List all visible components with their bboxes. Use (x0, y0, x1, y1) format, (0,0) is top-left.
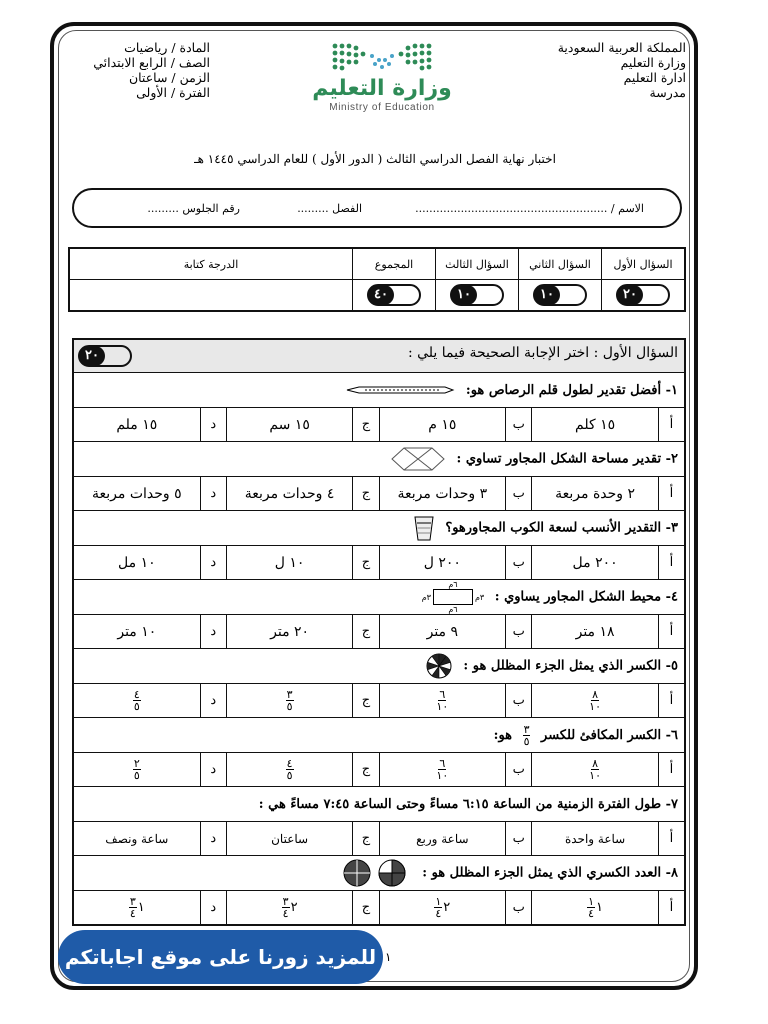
question-stem-text: ١- أفضل تقدير لطول قلم الرصاص هو: (465, 382, 678, 398)
student-info-box (72, 188, 682, 228)
mark-value: ٢٠ (79, 346, 105, 366)
option-letter: ج (353, 753, 379, 787)
header-line: الصف / الرابع الابتدائي (93, 55, 210, 70)
option-letter: ب (506, 615, 532, 649)
score-cell (519, 280, 602, 312)
rectangle-figure (422, 580, 485, 614)
fraction: $\frac{٨}{١٠}$ (589, 757, 601, 782)
pencil-icon (345, 385, 455, 395)
mixed-number: ١ $\frac{١}{٤}$ (588, 895, 604, 920)
header-line: الزمن / ساعتان (128, 70, 210, 85)
option-letter: ج (353, 408, 379, 442)
option[interactable]: ٣ وحدات مربعة (379, 477, 506, 511)
option-letter: د (200, 477, 226, 511)
question-stem-text: ٨- العدد الكسري الذي يمثل الجزء المظلل هو : (422, 865, 678, 881)
question-stem-text: ٢- تقدير مساحة الشكل المجاور تساوي : (456, 451, 678, 467)
option[interactable] (226, 891, 353, 926)
option[interactable]: ١٨ متر (532, 615, 659, 649)
rect-label-left: ٣م (421, 592, 431, 602)
fraction: $\frac{٦}{١٠}$ (436, 688, 449, 713)
logo-dots-icon (327, 40, 437, 74)
option-letter: ب (506, 822, 532, 856)
mark-pill (533, 284, 587, 306)
fraction: $\frac{٣}{٥}$ (286, 688, 293, 713)
score-header: السؤال الثاني (519, 248, 602, 280)
option[interactable]: ساعة وربع (379, 822, 506, 856)
option[interactable]: ساعة واحدة (532, 822, 659, 856)
mixed-number: ٢ $\frac{٣}{٤}$ (282, 895, 298, 920)
option[interactable]: ٢٠٠ ل (379, 546, 506, 580)
score-cell (436, 280, 519, 312)
option-letter: ب (506, 546, 532, 580)
option-letter: ج (353, 822, 379, 856)
question-stem-text: ٧- طول الفترة الزمنية من الساعة ٦:١٥ مساءً وحتى الساعة ٧:٤٥ مساءً هي : (258, 796, 678, 812)
question-1-table (72, 338, 686, 926)
rect-label-bottom: ٦م (448, 605, 458, 614)
mark-pill (78, 345, 132, 367)
option-letter: أ (658, 684, 685, 718)
option-letter: ج (353, 615, 379, 649)
option[interactable] (379, 753, 506, 787)
option-letter: أ (658, 822, 685, 856)
option[interactable] (226, 684, 353, 718)
option[interactable] (73, 684, 200, 718)
question-stem (73, 649, 685, 684)
fraction: $\frac{٦}{١٠}$ (436, 757, 449, 782)
option-letter: أ (658, 408, 685, 442)
option-letter: ج (353, 546, 379, 580)
option-letter: ب (506, 684, 532, 718)
option[interactable]: ٢٠٠ مل (532, 546, 659, 580)
score-header: السؤال الأول (602, 248, 686, 280)
mark-pill (616, 284, 670, 306)
option-letter: ب (506, 477, 532, 511)
shaded-quarter-circles-icon (342, 858, 412, 888)
option-letter: أ (658, 615, 685, 649)
student-seat-field[interactable]: رقم الجلوس ......... (147, 202, 240, 215)
question-stem-text: ٥- الكسر الذي يمثل الجزء المظلل هو : (463, 658, 678, 674)
exam-title: اختبار نهاية الفصل الدراسي الثالث ( الدور الأول ) للعام الدراسي ١٤٤٥ هـ (194, 152, 556, 166)
option[interactable]: ٢٠ متر (226, 615, 353, 649)
option[interactable]: ١٠ مل (73, 546, 200, 580)
option-letter: د (200, 753, 226, 787)
option-letter: د (200, 408, 226, 442)
page-number: ١ (385, 950, 392, 964)
question-stem-text: ٤- محيط الشكل المجاور يساوي : (494, 589, 678, 605)
option-letter: ج (353, 684, 379, 718)
question-stem (73, 787, 685, 822)
option-letter: أ (658, 546, 685, 580)
question-stem (73, 856, 685, 891)
score-cell (353, 280, 436, 312)
option-letter: د (200, 684, 226, 718)
score-cell (602, 280, 686, 312)
fraction: $\frac{٢}{٥}$ (133, 757, 140, 782)
question-stem (73, 511, 685, 546)
header-line: ادارة التعليم (623, 70, 686, 85)
option-letter: أ (658, 753, 685, 787)
student-name-field[interactable]: الاسم / ....................................................... (415, 202, 644, 215)
option[interactable]: ١٠ ل (226, 546, 353, 580)
header-left (80, 40, 210, 100)
question-1-header (73, 339, 685, 373)
score-header: السؤال الثالث (436, 248, 519, 280)
option[interactable]: ساعة ونصف (73, 822, 200, 856)
rect-label-top: ٦م (448, 580, 458, 589)
mark-value: ٤٠ (368, 285, 394, 305)
question-1-title: السؤال الأول : اختر الإجابة الصحيحة فيما يلي : (407, 345, 678, 361)
question-stem-text: ٦- الكسر المكافئ للكسر (541, 727, 678, 743)
option-letter: د (200, 615, 226, 649)
option-letter: ج (353, 891, 379, 926)
option[interactable] (379, 891, 506, 926)
header-line: المملكة العربية السعودية (557, 40, 686, 55)
question-stem (73, 580, 685, 615)
option[interactable]: ١٥ م (379, 408, 506, 442)
logo-arabic-text: وزارة التعليم (312, 76, 452, 101)
option[interactable] (532, 753, 659, 787)
student-class-field[interactable]: الفصل ......... (297, 202, 362, 215)
fraction: $\frac{٤}{٥}$ (133, 688, 140, 713)
question-stem-tail: هو: (493, 727, 513, 743)
ministry-logo (312, 40, 452, 113)
fraction: $\frac{٤}{٥}$ (286, 757, 293, 782)
header-line: الفترة / الأولى (136, 85, 210, 100)
fraction: $\frac{٨}{١٠}$ (589, 688, 601, 713)
option[interactable]: ١٠ متر (73, 615, 200, 649)
option[interactable]: ١٥ سم (226, 408, 353, 442)
option[interactable]: ٥ وحدات مربعة (73, 477, 200, 511)
hexagon-shape-icon (390, 446, 446, 472)
rect-label-right: ٣م (474, 592, 485, 602)
option-letter: أ (658, 477, 685, 511)
option[interactable]: ٤ وحدات مربعة (226, 477, 353, 511)
question-stem (73, 718, 685, 753)
header-line: مدرسة (649, 85, 686, 100)
option-letter: ب (506, 408, 532, 442)
mark-pill (450, 284, 504, 306)
question-stem-text: ٣- التقدير الأنسب لسعة الكوب المجاورهو؟ (445, 520, 678, 536)
option[interactable]: ساعتان (226, 822, 353, 856)
option[interactable]: ١٥ كلم (532, 408, 659, 442)
score-header: الدرجة كتابة (69, 248, 353, 280)
header-line: المادة / رياضيات (124, 40, 210, 55)
option[interactable] (73, 753, 200, 787)
score-table (68, 247, 686, 312)
option-letter: د (200, 822, 226, 856)
option[interactable] (226, 753, 353, 787)
option-letter: أ (658, 891, 685, 926)
option[interactable] (73, 891, 200, 926)
option-letter: ج (353, 477, 379, 511)
mark-value: ٢٠ (617, 285, 643, 305)
option-letter: د (200, 891, 226, 926)
option[interactable]: ٢ وحدة مربعة (532, 477, 659, 511)
option-letter: ب (506, 891, 532, 926)
question-stem (73, 442, 685, 477)
option[interactable] (379, 684, 506, 718)
mixed-number: ١ $\frac{٣}{٤}$ (129, 895, 145, 920)
option-letter: د (200, 546, 226, 580)
option[interactable] (532, 684, 659, 718)
option-letter: ب (506, 753, 532, 787)
option[interactable]: ١٥ ملم (73, 408, 200, 442)
score-written-cell[interactable] (69, 280, 353, 312)
mixed-number: ٢ $\frac{١}{٤}$ (435, 895, 451, 920)
score-header: المجموع (353, 248, 436, 280)
question-stem (73, 373, 685, 408)
header-right (526, 40, 686, 100)
cup-icon (413, 514, 435, 542)
mark-pill (367, 284, 421, 306)
fraction: $\frac{٣}{٥}$ (523, 722, 530, 748)
option[interactable] (532, 891, 659, 926)
header-line: وزارة التعليم (620, 55, 686, 70)
shaded-circle-icon (425, 652, 453, 680)
rectangle-shape-icon (433, 589, 473, 605)
mark-value: ١٠ (534, 285, 560, 305)
mark-value: ١٠ (451, 285, 477, 305)
promo-banner[interactable]: للمزيد زورنا على موقع اجاباتكم (58, 930, 383, 984)
option[interactable]: ٩ متر (379, 615, 506, 649)
logo-english-text: Ministry of Education (329, 102, 435, 113)
